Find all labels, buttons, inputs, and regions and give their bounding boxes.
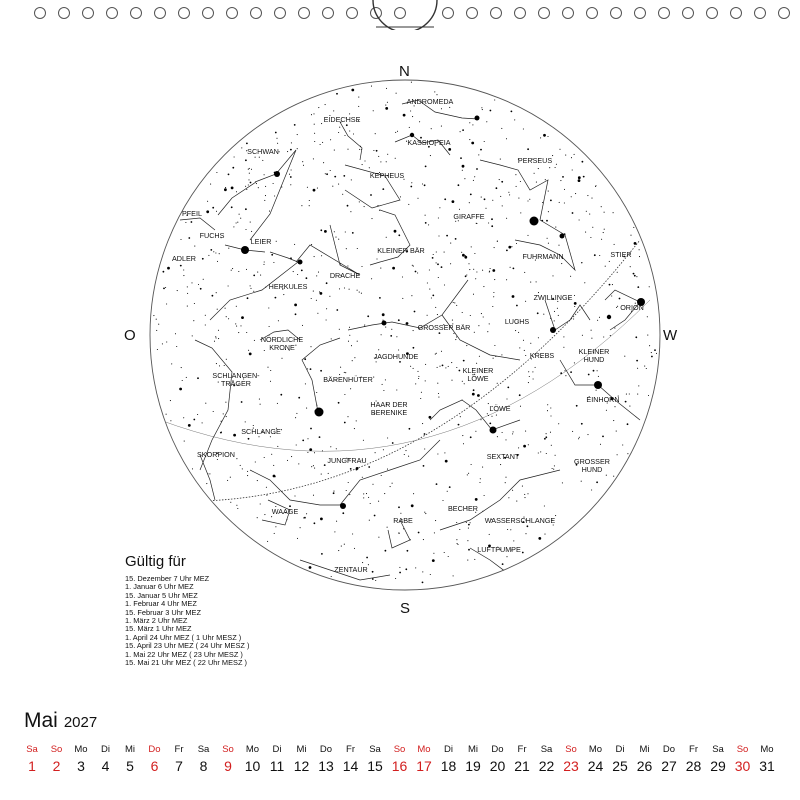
calendar-day [657, 744, 681, 774]
calendar-row [20, 744, 776, 784]
calendar-day [682, 744, 706, 774]
weekday-label: Mi [124, 744, 136, 755]
weekday-label: Di [101, 744, 110, 755]
day-number: 14 [342, 758, 359, 774]
calendar-day [559, 744, 583, 774]
day-number: 23 [563, 758, 579, 774]
weekday-label: Sa [540, 744, 553, 755]
weekday-label: Sa [26, 744, 38, 755]
constellation-labels [172, 97, 644, 574]
weekday-label: Fr [517, 744, 527, 755]
day-number: 16 [391, 758, 408, 774]
month-name: Mai [24, 709, 58, 732]
weekday-label: Mi [296, 744, 307, 755]
constellation-label: ADLER [172, 254, 196, 263]
compass-east: O [124, 327, 136, 344]
weekday-label: Di [615, 744, 625, 755]
calendar-day [633, 744, 657, 774]
compass-south: S [400, 600, 411, 617]
calendar-day [706, 744, 730, 774]
weekday-label: So [736, 744, 749, 755]
day-number: 29 [710, 758, 726, 774]
constellation-figures [180, 100, 640, 580]
validity-box [125, 553, 249, 667]
constellation-label: RABE [393, 516, 413, 525]
validity-entry: 1. Januar 6 Uhr MEZ [125, 582, 194, 592]
constellation-label: PERSEUS [517, 156, 553, 165]
day-number: 21 [514, 758, 530, 774]
constellation-label: ZWILLINGE [533, 293, 573, 302]
validity-entry: 1. März 2 Uhr MEZ [125, 616, 188, 626]
constellation-label: SCHLANGE [241, 427, 281, 436]
day-number: 5 [126, 758, 134, 774]
weekday-label: So [565, 744, 577, 755]
day-number: 19 [465, 758, 481, 774]
weekday-label: Sa [712, 744, 724, 755]
constellation-label: PFEIL [182, 209, 202, 218]
month-title [24, 709, 97, 733]
weekday-label: Di [272, 744, 282, 755]
calendar-day [755, 744, 779, 774]
weekday-label: Mi [467, 744, 479, 755]
calendar-day [584, 744, 608, 774]
calendar-day [45, 744, 69, 774]
validity-entry: 1. Mai 22 Uhr MEZ ( 23 Uhr MESZ ) [125, 649, 243, 659]
day-number: 4 [101, 758, 110, 774]
day-number: 3 [77, 758, 85, 774]
compass-north: N [399, 63, 410, 80]
calendar-day [608, 744, 632, 774]
validity-entry: 15. März 1 Uhr MEZ [125, 624, 192, 634]
constellation-label: SCHLANGEN-TRÄGER [212, 371, 260, 388]
constellation-label: SCHWAN [247, 147, 279, 156]
day-number: 25 [612, 758, 628, 774]
calendar-day [437, 744, 461, 774]
constellation-label: GIRAFFE [453, 212, 485, 221]
calendar-day [461, 744, 485, 774]
constellation-label: KASSIOPEIA [407, 138, 451, 147]
calendar-day [20, 744, 44, 774]
constellation-label: SEXTANT [486, 452, 520, 461]
weekday-label: Sa [197, 744, 210, 755]
weekday-label: Di [444, 744, 453, 755]
constellation-label: KEPHEUS [369, 171, 405, 180]
constellation-label: HERKULES [268, 282, 308, 291]
validity-entry: 15. April 23 Uhr MEZ ( 24 Uhr MESZ ) [125, 641, 250, 651]
validity-entry: 1. Februar 4 Uhr MEZ [125, 599, 197, 609]
validity-entry: 15. Januar 5 Uhr MEZ [125, 590, 198, 600]
constellation-label: LÖWE [489, 404, 511, 413]
day-number: 30 [734, 758, 751, 774]
compass-west: W [663, 327, 678, 344]
validity-entry: 1. April 24 Uhr MEZ ( 1 Uhr MESZ ) [125, 632, 242, 642]
weekday-label: Do [491, 744, 504, 755]
weekday-label: Fr [174, 744, 184, 755]
validity-list [125, 575, 249, 667]
weekday-label: Mo [417, 744, 431, 755]
constellation-label: KLEINER HUND [578, 347, 610, 364]
day-number: 26 [636, 758, 653, 774]
day-number: 31 [759, 758, 775, 774]
day-number: 8 [199, 758, 208, 774]
star-field [153, 82, 657, 584]
day-number: 12 [293, 758, 310, 774]
weekday-label: Sa [369, 744, 381, 755]
calendar-day [118, 744, 142, 774]
constellation-label: EIDECHSE [323, 115, 361, 124]
calendar-day [314, 744, 338, 774]
weekday-label: Do [319, 744, 333, 755]
constellation-label: ORION [620, 303, 644, 312]
weekday-label: Mo [245, 744, 260, 755]
constellation-label: LEIER [250, 237, 272, 246]
day-number: 20 [489, 758, 506, 774]
constellation-label: ANDROMEDA [406, 97, 454, 106]
day-number: 9 [224, 758, 232, 774]
weekday-label: Do [662, 744, 676, 755]
day-number: 7 [175, 758, 183, 774]
day-number: 1 [28, 758, 36, 774]
weekday-label: So [50, 744, 63, 755]
weekday-label: Do [148, 744, 161, 755]
validity-entry: 15. Dezember 7 Uhr MEZ [125, 574, 210, 583]
weekday-label: Mo [588, 744, 603, 755]
constellation-label: WASSERSCHLANGE [484, 516, 556, 525]
day-number: 28 [685, 758, 702, 774]
calendar-day [143, 744, 167, 774]
day-number: 27 [661, 758, 677, 774]
weekday-label: Mo [74, 744, 88, 755]
constellation-label: SKORPION [197, 450, 235, 459]
constellation-label: JUNGFRAU [327, 456, 367, 465]
calendar-day [241, 744, 265, 774]
weekday-label: So [222, 744, 234, 755]
validity-entry: 15. Februar 3 Uhr MEZ [125, 607, 201, 617]
constellation-label: FUCHS [199, 231, 225, 240]
calendar-day [339, 744, 363, 774]
constellation-label: KLEINER BÄR [377, 246, 425, 255]
constellation-label: KREBS [529, 351, 555, 360]
constellation-label: NÖRDLICHE KRONE [260, 335, 304, 352]
weekday-label: Mi [639, 744, 650, 755]
calendar-day [69, 744, 93, 774]
calendar-day [486, 744, 510, 774]
constellation-label: HAAR DER BERENIKE [370, 400, 408, 417]
calendar-day [290, 744, 314, 774]
sky-circle [150, 80, 660, 590]
weekday-label: Fr [689, 744, 698, 755]
day-number: 17 [416, 758, 432, 774]
calendar-day [363, 744, 387, 774]
day-number: 10 [244, 758, 261, 774]
constellation-label: LUCHS [504, 317, 530, 326]
day-number: 15 [367, 758, 383, 774]
day-number: 11 [269, 758, 285, 774]
calendar-day [731, 744, 755, 774]
calendar-day [167, 744, 191, 774]
validity-entry: 15. Mai 21 Uhr MEZ ( 22 Uhr MESZ ) [125, 658, 247, 668]
day-number: 24 [587, 758, 604, 774]
constellation-label: GROSSER HUND [574, 457, 610, 474]
constellation-label: DRACHE [329, 271, 361, 280]
calendar-day [216, 744, 240, 774]
constellation-label: BÄRENHÜTER [323, 375, 373, 384]
day-number: 2 [52, 758, 61, 774]
weekday-label: Fr [346, 744, 355, 755]
weekday-label: So [393, 744, 406, 755]
day-number: 13 [318, 758, 334, 774]
calendar-day [94, 744, 118, 774]
constellation-label: WAAGE [271, 507, 299, 516]
month-year: 2027 [63, 714, 98, 731]
weekday-label: Mo [760, 744, 774, 755]
bright-stars [241, 116, 645, 510]
constellation-label: FUHRMANN [522, 252, 564, 261]
constellation-label: GROSSER BÄR [417, 323, 471, 332]
day-number: 18 [440, 758, 457, 774]
constellation-label: STIER [610, 250, 632, 259]
constellation-label: BECHER [448, 504, 478, 513]
calendar-day [535, 744, 559, 774]
constellation-label: JAGDHUNDE [373, 352, 419, 361]
calendar-day [510, 744, 534, 774]
validity-title: Gültig für [125, 553, 186, 570]
calendar-day [412, 744, 436, 774]
day-number: 6 [150, 758, 159, 774]
calendar-day [388, 744, 412, 774]
constellation-label: LUFTPUMPE [477, 545, 521, 554]
constellation-label: KLEINER LÖWE [462, 366, 494, 383]
day-number: 22 [538, 758, 555, 774]
constellation-label: ZENTAUR [334, 565, 368, 574]
constellation-label: EINHORN [586, 395, 620, 404]
calendar-day [265, 744, 289, 774]
calendar-day [192, 744, 216, 774]
